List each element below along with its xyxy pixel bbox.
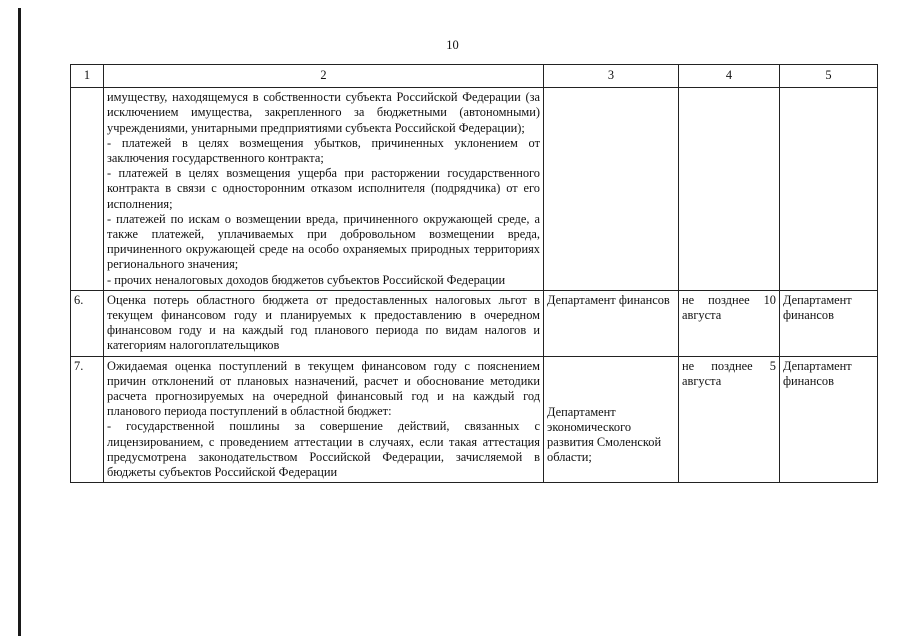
table-header-row: [71, 65, 878, 88]
executor-cell: Департамент финансов: [544, 290, 679, 356]
column-header-4: 4: [679, 65, 780, 88]
table-row: [71, 356, 878, 483]
table-row-continuation: [71, 88, 878, 291]
row-number-cell: 6.: [71, 290, 104, 356]
deadline-cell: не позднее 10 августа: [679, 290, 780, 356]
continuation-line: - прочих неналоговых доходов бюджетов субъектов Российской Федерации: [107, 272, 506, 287]
row-main-text: Ожидаемая оценка поступлений в текущем финансовом году с пояснением причин отклонений от плановых назначений, расчет и обоснование методики расчета прогнозируемых на очередной финансовый год и на каждый год планового периода поступлений в областной бюджет:: [107, 358, 540, 419]
table-row: [71, 290, 878, 356]
executor-cell: [544, 88, 679, 291]
column-header-5: 5: [780, 65, 878, 88]
continuation-line: - платежей по искам о возмещении вреда, причиненного окружающей среде, а также платежей, уплачиваемых при добровольном возмещении вреда, причиненного окружающей среде на особо охраняемых природных территориях регионального значения;: [107, 211, 540, 272]
deadline-cell: [679, 88, 780, 291]
responsible-cell: [780, 88, 878, 291]
row-text-cell: Оценка потерь областного бюджета от предоставленных налоговых льгот в текущем финансовом году и планируемых к предоставлению в очередном финансовом году и на каждый год планового периода по видам налогов и категориям налогоплательщиков: [104, 290, 544, 356]
responsible-cell: Департамент финансов: [780, 356, 878, 483]
continuation-line: - платежей в целях возмещения ущерба при расторжении государственного контракта в связи с односторонним отказом исполнителя (подрядчика) от его исполнения;: [107, 166, 540, 211]
left-margin-rule: [18, 8, 21, 636]
executor-spacer: [547, 359, 675, 405]
responsible-cell: Департамент финансов: [780, 290, 878, 356]
continuation-text-cell: [104, 88, 544, 291]
row-sub-text: - государственной пошлины за совершение действий, связанных с лицензированием, с проведением аттестации в случаях, если такая аттестация предусмотрена законодательством Российской Федерации, зачисляемой в бюджеты субъектов Российской Федерации: [107, 419, 540, 480]
continuation-line: - платежей в целях возмещения убытков, причиненных уклонением от заключения государственного контракта;: [107, 135, 540, 166]
row-text-cell: [104, 356, 544, 483]
row-number-cell: 7.: [71, 356, 104, 483]
row-number-cell: [71, 88, 104, 291]
continuation-line: имуществу, находящемуся в собственности субъекта Российской Федерации (за исключением имущества, закрепленного за бюджетными (автономными) учреждениями, унитарными предприятиями субъекта Российской Федерации);: [107, 90, 540, 135]
document-table: [70, 64, 878, 483]
column-header-2: 2: [104, 65, 544, 88]
executor-cell: [544, 356, 679, 483]
executor-text: Департамент экономического развития Смоленской области;: [547, 404, 662, 465]
page-number: 10: [446, 38, 459, 52]
column-header-3: 3: [544, 65, 679, 88]
column-header-1: 1: [71, 65, 104, 88]
deadline-cell: не позднее 5 августа: [679, 356, 780, 483]
